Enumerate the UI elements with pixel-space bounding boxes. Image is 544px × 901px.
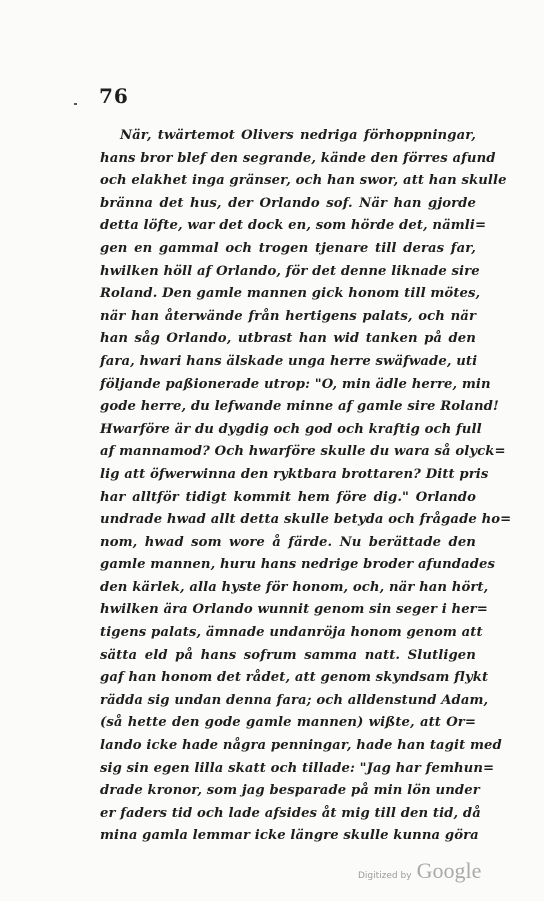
text-line: nom, hwad som wore å färde. Nu berättade den — [100, 534, 476, 550]
digitization-watermark — [358, 858, 481, 884]
text-line: hans bror blef den segrande, kände den förres afund — [100, 150, 496, 166]
text-line: och elakhet inga gränser, och han swor, att han skulle — [100, 173, 507, 189]
text-line: gaf han honom det rådet, att genom skyndsam flykt — [100, 670, 489, 686]
text-line: undrade hwad allt detta skulle betyda och frågade ho= — [100, 512, 512, 528]
text-line: rädda sig undan denna fara; och alldenstund Adam, — [100, 692, 489, 708]
text-line: gamle mannen, huru hans nedrige broder afundades — [100, 557, 496, 573]
text-line: följande paßionerade utrop: "O, min ädle herre, min — [100, 376, 491, 392]
text-line: När, twärtemot Olivers nedriga förhoppningar, — [120, 128, 476, 143]
text-line: har alltför tidigt kommit hem före dig." Orlando — [100, 489, 476, 505]
text-line: den kärlek, alla hyste för honom, och, när han hört, — [100, 579, 489, 595]
text-line: tigens palats, ämnade undanröja honom genom att — [100, 625, 483, 641]
text-line: detta löfte, war det dock en, som hörde det, nämli= — [100, 218, 487, 234]
text-line: af mannamod? Och hwarföre skulle du wara så olyck= — [100, 444, 506, 460]
text-line: när han återwände från hertigens palats, och när — [100, 308, 476, 324]
text-line: (så hette den gode gamle mannen) wißte, att Or= — [100, 715, 476, 731]
text-line: gode herre, du lefwande minne af gamle sire Roland! — [100, 399, 499, 415]
text-line: hwilken ära Orlando wunnit genom sin seger i her= — [100, 602, 488, 618]
page-number: 76 — [99, 84, 129, 108]
text-line: sig sin egen lilla skatt och tillade: "Jag har femhun= — [100, 760, 495, 776]
text-line: han såg Orlando, utbrast han wid tanken på den — [100, 331, 476, 347]
text-line: er faders tid och lade afsides åt mig till den tid, då — [100, 805, 481, 821]
google-logo: Google — [416, 858, 482, 883]
margin-mark — [74, 103, 77, 105]
text-line: drade kronor, som jag besparade på min lön under — [100, 783, 480, 799]
text-line: mina gamla lemmar icke längre skulle kunna göra — [100, 828, 479, 844]
text-line: lando icke hade några penningar, hade han tagit med — [100, 738, 502, 754]
text-line: Hwarföre är du dygdig och god och kraftig och full — [100, 421, 482, 437]
text-line: bränna det hus, der Orlando sof. När han gjorde — [100, 195, 476, 211]
text-line: Roland. Den gamle mannen gick honom till mötes, — [100, 286, 481, 302]
text-line: hwilken höll af Orlando, för det denne liknade sire — [100, 263, 480, 279]
digitized-by-label: Digitized by — [358, 871, 412, 881]
text-line: gen en gammal och trogen tjenare till deras far, — [100, 240, 476, 256]
text-line: sätta eld på hans sofrum samma natt. Slutligen — [100, 647, 476, 663]
body-text — [100, 125, 512, 848]
text-line: lig att öfwerwinna den ryktbara brottaren? Ditt pris — [100, 466, 489, 482]
text-line: fara, hwari hans älskade unga herre swäfwade, uti — [100, 353, 478, 369]
